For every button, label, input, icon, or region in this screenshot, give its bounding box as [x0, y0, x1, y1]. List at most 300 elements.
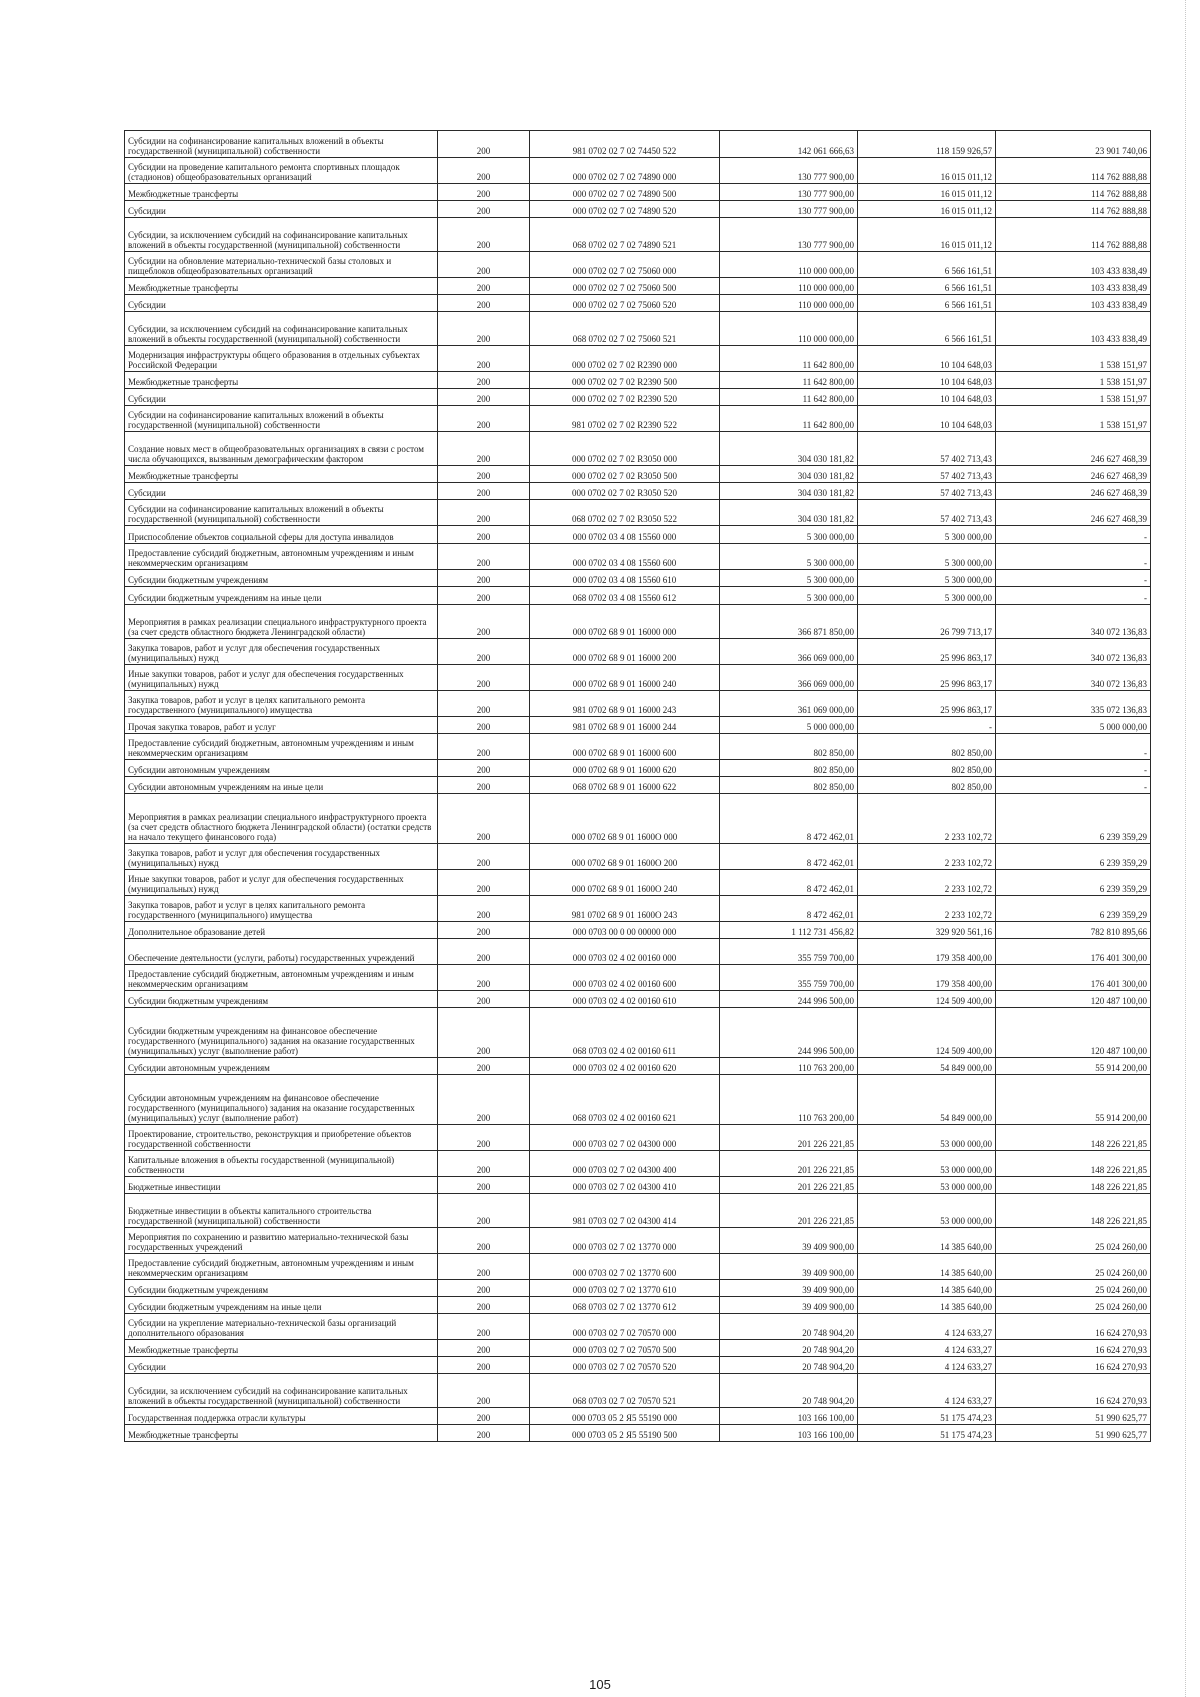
- row-code-cell: 200: [438, 1425, 530, 1442]
- row-approved-cell: 39 409 900,00: [720, 1228, 858, 1254]
- row-code-cell: 200: [438, 1408, 530, 1425]
- row-name-cell: Субсидии на обновление материально-технической базы столовых и пищеблоков общеобразовательных организаций: [125, 252, 438, 278]
- row-name-cell: Субсидии бюджетным учреждениям на финансовое обеспечение государственного (муниципального) задания на оказание государственных (муниципальных) услуг (выполнение работ): [125, 1008, 438, 1058]
- row-name-cell: Предоставление субсидий бюджетным, автономным учреждениям и иным некоммерческим организациям: [125, 1254, 438, 1280]
- row-code-cell: 200: [438, 218, 530, 252]
- row-executed-cell: 6 566 161,51: [858, 252, 996, 278]
- row-remainder-cell: 335 072 136,83: [996, 691, 1151, 717]
- row-approved-cell: 11 642 800,00: [720, 389, 858, 406]
- row-name-cell: Субсидии: [125, 201, 438, 218]
- row-remainder-cell: 16 624 270,93: [996, 1374, 1151, 1408]
- row-code-cell: 200: [438, 252, 530, 278]
- row-approved-cell: 304 030 181,82: [720, 466, 858, 483]
- row-remainder-cell: 1 538 151,97: [996, 372, 1151, 389]
- table-row: [125, 1314, 1151, 1340]
- row-code-cell: 200: [438, 295, 530, 312]
- row-approved-cell: 366 871 850,00: [720, 605, 858, 639]
- table-row: [125, 389, 1151, 406]
- row-code-cell: 200: [438, 665, 530, 691]
- table-row: [125, 1058, 1151, 1075]
- row-name-cell: Субсидии на укрепление материально-технической базы организаций дополнительного образования: [125, 1314, 438, 1340]
- row-remainder-cell: 340 072 136,83: [996, 605, 1151, 639]
- row-executed-cell: 4 124 633,27: [858, 1374, 996, 1408]
- table-row: [125, 1297, 1151, 1314]
- table-row: [125, 717, 1151, 734]
- row-remainder-cell: 148 226 221,85: [996, 1125, 1151, 1151]
- row-name-cell: Субсидии бюджетным учреждениям: [125, 570, 438, 587]
- row-code-cell: 200: [438, 939, 530, 965]
- row-executed-cell: 10 104 648,03: [858, 406, 996, 432]
- row-kbk-cell: 000 0702 02 7 02 74890 520: [530, 201, 720, 218]
- row-approved-cell: 5 000 000,00: [720, 717, 858, 734]
- table-row: [125, 466, 1151, 483]
- row-kbk-cell: 981 0702 02 7 02 74450 522: [530, 131, 720, 158]
- row-kbk-cell: 981 0702 68 9 01 16000 244: [530, 717, 720, 734]
- row-remainder-cell: 340 072 136,83: [996, 665, 1151, 691]
- row-code-cell: 200: [438, 717, 530, 734]
- table-row: [125, 1008, 1151, 1058]
- row-name-cell: Межбюджетные трансферты: [125, 1425, 438, 1442]
- row-executed-cell: 2 233 102,72: [858, 794, 996, 844]
- row-code-cell: 200: [438, 312, 530, 346]
- row-kbk-cell: 000 0703 02 7 02 13770 600: [530, 1254, 720, 1280]
- row-kbk-cell: 068 0703 02 4 02 00160 611: [530, 1008, 720, 1058]
- table-row: [125, 794, 1151, 844]
- row-name-cell: Прочая закупка товаров, работ и услуг: [125, 717, 438, 734]
- row-code-cell: 200: [438, 896, 530, 922]
- row-approved-cell: 110 000 000,00: [720, 278, 858, 295]
- row-executed-cell: 53 000 000,00: [858, 1177, 996, 1194]
- row-approved-cell: 8 472 462,01: [720, 844, 858, 870]
- row-name-cell: Предоставление субсидий бюджетным, автономным учреждениям и иным некоммерческим организациям: [125, 544, 438, 570]
- row-approved-cell: 201 226 221,85: [720, 1177, 858, 1194]
- row-name-cell: Субсидии: [125, 483, 438, 500]
- row-code-cell: 200: [438, 587, 530, 605]
- row-approved-cell: 355 759 700,00: [720, 939, 858, 965]
- row-remainder-cell: 23 901 740,06: [996, 131, 1151, 158]
- table-body: [125, 131, 1151, 1442]
- row-executed-cell: 2 233 102,72: [858, 870, 996, 896]
- table-row: [125, 1254, 1151, 1280]
- row-name-cell: Субсидии: [125, 295, 438, 312]
- table-row: [125, 665, 1151, 691]
- row-approved-cell: 361 069 000,00: [720, 691, 858, 717]
- row-name-cell: Модернизация инфраструктуры общего образования в отдельных субъектах Российской Федерации: [125, 346, 438, 372]
- row-name-cell: Субсидии на софинансирование капитальных вложений в объекты государственной (муниципальной) собственности: [125, 500, 438, 526]
- row-kbk-cell: 000 0702 02 7 02 75060 500: [530, 278, 720, 295]
- row-code-cell: 200: [438, 131, 530, 158]
- table-row: [125, 544, 1151, 570]
- row-approved-cell: 130 777 900,00: [720, 218, 858, 252]
- row-approved-cell: 110 763 200,00: [720, 1058, 858, 1075]
- row-kbk-cell: 000 0703 02 7 02 04300 000: [530, 1125, 720, 1151]
- row-executed-cell: 51 175 474,23: [858, 1425, 996, 1442]
- row-executed-cell: 4 124 633,27: [858, 1314, 996, 1340]
- row-code-cell: 200: [438, 1125, 530, 1151]
- row-code-cell: 200: [438, 158, 530, 184]
- row-name-cell: Мероприятия в рамках реализации специального инфраструктурного проекта (за счет средств областного бюджета Ленинградской области): [125, 605, 438, 639]
- row-remainder-cell: -: [996, 570, 1151, 587]
- table-row: [125, 1357, 1151, 1374]
- row-kbk-cell: 000 0702 03 4 08 15560 000: [530, 526, 720, 544]
- row-name-cell: Субсидии бюджетным учреждениям на иные цели: [125, 1297, 438, 1314]
- row-executed-cell: 54 849 000,00: [858, 1058, 996, 1075]
- table-row: [125, 1125, 1151, 1151]
- table-row: [125, 1425, 1151, 1442]
- row-name-cell: Субсидии на проведение капитального ремонта спортивных площадок (стадионов) общеобразовательных организаций: [125, 158, 438, 184]
- row-code-cell: 200: [438, 639, 530, 665]
- row-approved-cell: 103 166 100,00: [720, 1425, 858, 1442]
- row-kbk-cell: 000 0702 03 4 08 15560 600: [530, 544, 720, 570]
- row-code-cell: 200: [438, 794, 530, 844]
- row-kbk-cell: 000 0703 02 7 02 70570 500: [530, 1340, 720, 1357]
- row-executed-cell: 25 996 863,17: [858, 665, 996, 691]
- row-executed-cell: 5 300 000,00: [858, 526, 996, 544]
- table-row: [125, 432, 1151, 466]
- row-kbk-cell: 000 0703 02 7 02 70570 000: [530, 1314, 720, 1340]
- row-remainder-cell: 246 627 468,39: [996, 466, 1151, 483]
- table-row: [125, 939, 1151, 965]
- row-code-cell: 200: [438, 777, 530, 794]
- row-executed-cell: 124 509 400,00: [858, 991, 996, 1008]
- budget-execution-table: [124, 130, 1151, 1442]
- row-remainder-cell: 114 762 888,88: [996, 201, 1151, 218]
- row-executed-cell: 6 566 161,51: [858, 295, 996, 312]
- row-remainder-cell: 246 627 468,39: [996, 500, 1151, 526]
- row-name-cell: Субсидии на софинансирование капитальных вложений в объекты государственной (муниципальной) собственности: [125, 131, 438, 158]
- row-name-cell: Иные закупки товаров, работ и услуг для обеспечения государственных (муниципальных) нужд: [125, 665, 438, 691]
- row-code-cell: 200: [438, 570, 530, 587]
- row-remainder-cell: 16 624 270,93: [996, 1340, 1151, 1357]
- row-executed-cell: 16 015 011,12: [858, 158, 996, 184]
- table-row: [125, 1374, 1151, 1408]
- row-name-cell: Субсидии автономным учреждениям: [125, 760, 438, 777]
- row-remainder-cell: 16 624 270,93: [996, 1314, 1151, 1340]
- row-executed-cell: 179 358 400,00: [858, 939, 996, 965]
- row-name-cell: Субсидии на софинансирование капитальных вложений в объекты государственной (муниципальной) собственности: [125, 406, 438, 432]
- table-row: [125, 844, 1151, 870]
- row-kbk-cell: 000 0703 00 0 00 00000 000: [530, 922, 720, 939]
- table-row: [125, 131, 1151, 158]
- table-row: [125, 760, 1151, 777]
- row-code-cell: 200: [438, 500, 530, 526]
- row-executed-cell: 25 996 863,17: [858, 691, 996, 717]
- table-row: [125, 483, 1151, 500]
- row-name-cell: Субсидии: [125, 389, 438, 406]
- row-name-cell: Мероприятия в рамках реализации специального инфраструктурного проекта (за счет средств областного бюджета Ленинградской области) (остатки средств на начало текущего финансового года): [125, 794, 438, 844]
- row-name-cell: Бюджетные инвестиции в объекты капитального строительства государственной (муниципальной) собственности: [125, 1194, 438, 1228]
- table-row: [125, 1228, 1151, 1254]
- row-remainder-cell: 103 433 838,49: [996, 295, 1151, 312]
- row-kbk-cell: 000 0703 02 4 02 00160 600: [530, 965, 720, 991]
- row-kbk-cell: 000 0703 02 7 02 04300 410: [530, 1177, 720, 1194]
- row-kbk-cell: 000 0702 03 4 08 15560 610: [530, 570, 720, 587]
- row-name-cell: Межбюджетные трансферты: [125, 372, 438, 389]
- table-row: [125, 965, 1151, 991]
- row-code-cell: 200: [438, 1314, 530, 1340]
- row-executed-cell: 14 385 640,00: [858, 1280, 996, 1297]
- row-remainder-cell: 51 990 625,77: [996, 1408, 1151, 1425]
- row-code-cell: 200: [438, 922, 530, 939]
- row-code-cell: 200: [438, 965, 530, 991]
- row-code-cell: 200: [438, 1297, 530, 1314]
- row-code-cell: 200: [438, 1058, 530, 1075]
- row-kbk-cell: 000 0702 02 7 02 R2390 000: [530, 346, 720, 372]
- row-name-cell: Закупка товаров, работ и услуг в целях капитального ремонта государственного (муниципального) имущества: [125, 896, 438, 922]
- row-approved-cell: 11 642 800,00: [720, 406, 858, 432]
- row-approved-cell: 20 748 904,20: [720, 1314, 858, 1340]
- row-kbk-cell: 000 0703 02 4 02 00160 000: [530, 939, 720, 965]
- row-approved-cell: 355 759 700,00: [720, 965, 858, 991]
- row-remainder-cell: 6 239 359,29: [996, 870, 1151, 896]
- row-kbk-cell: 000 0702 02 7 02 R2390 520: [530, 389, 720, 406]
- row-name-cell: Предоставление субсидий бюджетным, автономным учреждениям и иным некоммерческим организациям: [125, 965, 438, 991]
- row-kbk-cell: 000 0702 02 7 02 75060 000: [530, 252, 720, 278]
- row-approved-cell: 20 748 904,20: [720, 1340, 858, 1357]
- row-kbk-cell: 068 0702 68 9 01 16000 622: [530, 777, 720, 794]
- row-code-cell: 200: [438, 870, 530, 896]
- row-name-cell: Субсидии автономным учреждениям на иные цели: [125, 777, 438, 794]
- row-remainder-cell: 1 538 151,97: [996, 389, 1151, 406]
- row-approved-cell: 20 748 904,20: [720, 1357, 858, 1374]
- row-approved-cell: 201 226 221,85: [720, 1151, 858, 1177]
- row-name-cell: Дополнительное образование детей: [125, 922, 438, 939]
- table-row: [125, 1151, 1151, 1177]
- row-executed-cell: 10 104 648,03: [858, 389, 996, 406]
- table-row: [125, 587, 1151, 605]
- row-approved-cell: 11 642 800,00: [720, 346, 858, 372]
- row-kbk-cell: 000 0702 02 7 02 75060 520: [530, 295, 720, 312]
- row-kbk-cell: 068 0702 03 4 08 15560 612: [530, 587, 720, 605]
- row-executed-cell: 57 402 713,43: [858, 432, 996, 466]
- row-executed-cell: 57 402 713,43: [858, 483, 996, 500]
- table-row: [125, 1340, 1151, 1357]
- row-executed-cell: 53 000 000,00: [858, 1194, 996, 1228]
- row-kbk-cell: 000 0702 02 7 02 74890 000: [530, 158, 720, 184]
- row-remainder-cell: 5 000 000,00: [996, 717, 1151, 734]
- row-kbk-cell: 981 0702 02 7 02 R2390 522: [530, 406, 720, 432]
- row-executed-cell: 6 566 161,51: [858, 278, 996, 295]
- row-kbk-cell: 981 0703 02 7 02 04300 414: [530, 1194, 720, 1228]
- row-code-cell: 200: [438, 346, 530, 372]
- row-name-cell: Государственная поддержка отрасли культуры: [125, 1408, 438, 1425]
- table-row: [125, 734, 1151, 760]
- row-code-cell: 200: [438, 278, 530, 295]
- row-remainder-cell: 114 762 888,88: [996, 218, 1151, 252]
- row-approved-cell: 366 069 000,00: [720, 665, 858, 691]
- row-code-cell: 200: [438, 1374, 530, 1408]
- row-executed-cell: 179 358 400,00: [858, 965, 996, 991]
- row-approved-cell: 110 000 000,00: [720, 295, 858, 312]
- row-approved-cell: 244 996 500,00: [720, 991, 858, 1008]
- budget-table-wrapper: [124, 130, 1150, 1442]
- row-executed-cell: 16 015 011,12: [858, 201, 996, 218]
- row-remainder-cell: 51 990 625,77: [996, 1425, 1151, 1442]
- row-executed-cell: 57 402 713,43: [858, 500, 996, 526]
- row-approved-cell: 802 850,00: [720, 734, 858, 760]
- row-remainder-cell: 1 538 151,97: [996, 406, 1151, 432]
- row-name-cell: Субсидии: [125, 1357, 438, 1374]
- row-name-cell: Иные закупки товаров, работ и услуг для обеспечения государственных (муниципальных) нужд: [125, 870, 438, 896]
- row-kbk-cell: 000 0702 02 7 02 74890 500: [530, 184, 720, 201]
- row-code-cell: 200: [438, 1008, 530, 1058]
- row-approved-cell: 110 763 200,00: [720, 1075, 858, 1125]
- row-kbk-cell: 000 0703 02 4 02 00160 620: [530, 1058, 720, 1075]
- row-remainder-cell: -: [996, 526, 1151, 544]
- table-row: [125, 896, 1151, 922]
- row-name-cell: Мероприятия по сохранению и развитию материально-технической базы государственных учреждений: [125, 1228, 438, 1254]
- row-executed-cell: 25 996 863,17: [858, 639, 996, 665]
- row-remainder-cell: 176 401 300,00: [996, 965, 1151, 991]
- row-kbk-cell: 000 0703 02 7 02 13770 000: [530, 1228, 720, 1254]
- table-row: [125, 1194, 1151, 1228]
- row-code-cell: 200: [438, 406, 530, 432]
- row-remainder-cell: 25 024 260,00: [996, 1280, 1151, 1297]
- row-executed-cell: 16 015 011,12: [858, 184, 996, 201]
- row-executed-cell: 5 300 000,00: [858, 570, 996, 587]
- table-row: [125, 201, 1151, 218]
- table-row: [125, 570, 1151, 587]
- row-name-cell: Субсидии бюджетным учреждениям: [125, 1280, 438, 1297]
- table-row: [125, 1177, 1151, 1194]
- row-name-cell: Субсидии бюджетным учреждениям: [125, 991, 438, 1008]
- row-remainder-cell: 340 072 136,83: [996, 639, 1151, 665]
- row-name-cell: Межбюджетные трансферты: [125, 184, 438, 201]
- row-name-cell: Проектирование, строительство, реконструкция и приобретение объектов государственной собственности: [125, 1125, 438, 1151]
- table-row: [125, 312, 1151, 346]
- row-code-cell: 200: [438, 1340, 530, 1357]
- table-row: [125, 605, 1151, 639]
- row-approved-cell: 5 300 000,00: [720, 526, 858, 544]
- page-number: 105: [589, 1677, 611, 1692]
- row-remainder-cell: 103 433 838,49: [996, 278, 1151, 295]
- row-approved-cell: 802 850,00: [720, 760, 858, 777]
- table-row: [125, 1280, 1151, 1297]
- table-row: [125, 252, 1151, 278]
- row-approved-cell: 8 472 462,01: [720, 870, 858, 896]
- row-remainder-cell: 6 239 359,29: [996, 794, 1151, 844]
- row-code-cell: 200: [438, 1280, 530, 1297]
- row-executed-cell: 4 124 633,27: [858, 1340, 996, 1357]
- row-name-cell: Предоставление субсидий бюджетным, автономным учреждениям и иным некоммерческим организациям: [125, 734, 438, 760]
- row-approved-cell: 39 409 900,00: [720, 1254, 858, 1280]
- row-approved-cell: 8 472 462,01: [720, 794, 858, 844]
- row-executed-cell: 53 000 000,00: [858, 1151, 996, 1177]
- row-code-cell: 200: [438, 526, 530, 544]
- row-remainder-cell: 25 024 260,00: [996, 1297, 1151, 1314]
- row-remainder-cell: 114 762 888,88: [996, 158, 1151, 184]
- row-approved-cell: 20 748 904,20: [720, 1374, 858, 1408]
- table-row: [125, 500, 1151, 526]
- row-code-cell: 200: [438, 605, 530, 639]
- row-remainder-cell: -: [996, 544, 1151, 570]
- row-approved-cell: 39 409 900,00: [720, 1297, 858, 1314]
- row-name-cell: Приспособление объектов социальной сферы для доступа инвалидов: [125, 526, 438, 544]
- row-executed-cell: 329 920 561,16: [858, 922, 996, 939]
- row-kbk-cell: 000 0702 68 9 01 16000 620: [530, 760, 720, 777]
- row-remainder-cell: 25 024 260,00: [996, 1254, 1151, 1280]
- table-row: [125, 639, 1151, 665]
- row-code-cell: 200: [438, 760, 530, 777]
- row-remainder-cell: 114 762 888,88: [996, 184, 1151, 201]
- row-code-cell: 200: [438, 389, 530, 406]
- row-code-cell: 200: [438, 1357, 530, 1374]
- row-remainder-cell: 55 914 200,00: [996, 1075, 1151, 1125]
- row-remainder-cell: 25 024 260,00: [996, 1228, 1151, 1254]
- table-row: [125, 346, 1151, 372]
- row-kbk-cell: 981 0702 68 9 01 1600О 243: [530, 896, 720, 922]
- table-row: [125, 278, 1151, 295]
- row-approved-cell: 201 226 221,85: [720, 1125, 858, 1151]
- row-kbk-cell: 068 0703 02 7 02 70570 521: [530, 1374, 720, 1408]
- row-remainder-cell: 16 624 270,93: [996, 1357, 1151, 1374]
- row-approved-cell: 8 472 462,01: [720, 896, 858, 922]
- row-kbk-cell: 000 0702 68 9 01 1600О 000: [530, 794, 720, 844]
- row-executed-cell: 124 509 400,00: [858, 1008, 996, 1058]
- row-approved-cell: 11 642 800,00: [720, 372, 858, 389]
- row-remainder-cell: -: [996, 734, 1151, 760]
- row-approved-cell: 110 000 000,00: [720, 312, 858, 346]
- row-name-cell: Субсидии автономным учреждениям: [125, 1058, 438, 1075]
- row-name-cell: Субсидии бюджетным учреждениям на иные цели: [125, 587, 438, 605]
- row-code-cell: 200: [438, 483, 530, 500]
- row-kbk-cell: 068 0703 02 7 02 13770 612: [530, 1297, 720, 1314]
- row-kbk-cell: 000 0703 02 7 02 04300 400: [530, 1151, 720, 1177]
- row-remainder-cell: 148 226 221,85: [996, 1194, 1151, 1228]
- row-approved-cell: 130 777 900,00: [720, 184, 858, 201]
- row-kbk-cell: 000 0702 02 7 02 R3050 500: [530, 466, 720, 483]
- row-remainder-cell: 120 487 100,00: [996, 991, 1151, 1008]
- row-remainder-cell: 246 627 468,39: [996, 483, 1151, 500]
- row-executed-cell: 14 385 640,00: [858, 1228, 996, 1254]
- row-remainder-cell: 148 226 221,85: [996, 1177, 1151, 1194]
- row-code-cell: 200: [438, 1177, 530, 1194]
- row-code-cell: 200: [438, 844, 530, 870]
- row-executed-cell: 802 850,00: [858, 734, 996, 760]
- row-kbk-cell: 000 0702 68 9 01 1600О 200: [530, 844, 720, 870]
- row-code-cell: 200: [438, 991, 530, 1008]
- row-executed-cell: 51 175 474,23: [858, 1408, 996, 1425]
- row-executed-cell: 16 015 011,12: [858, 218, 996, 252]
- row-executed-cell: 53 000 000,00: [858, 1125, 996, 1151]
- row-executed-cell: 802 850,00: [858, 760, 996, 777]
- table-row: [125, 184, 1151, 201]
- row-kbk-cell: 000 0702 68 9 01 16000 600: [530, 734, 720, 760]
- row-remainder-cell: 176 401 300,00: [996, 939, 1151, 965]
- row-name-cell: Закупка товаров, работ и услуг в целях капитального ремонта государственного (муниципального) имущества: [125, 691, 438, 717]
- row-remainder-cell: 6 239 359,29: [996, 844, 1151, 870]
- row-remainder-cell: 1 538 151,97: [996, 346, 1151, 372]
- row-name-cell: Создание новых мест в общеобразовательных организациях в связи с ростом числа обучающихся, вызванным демографическим фактором: [125, 432, 438, 466]
- table-row: [125, 1075, 1151, 1125]
- row-remainder-cell: -: [996, 777, 1151, 794]
- row-kbk-cell: 000 0702 68 9 01 16000 240: [530, 665, 720, 691]
- row-kbk-cell: 000 0702 68 9 01 16000 000: [530, 605, 720, 639]
- row-remainder-cell: 120 487 100,00: [996, 1008, 1151, 1058]
- row-executed-cell: 5 300 000,00: [858, 587, 996, 605]
- row-kbk-cell: 981 0702 68 9 01 16000 243: [530, 691, 720, 717]
- row-kbk-cell: 000 0703 02 7 02 70570 520: [530, 1357, 720, 1374]
- row-code-cell: 200: [438, 691, 530, 717]
- row-code-cell: 200: [438, 184, 530, 201]
- row-approved-cell: 5 300 000,00: [720, 570, 858, 587]
- row-code-cell: 200: [438, 734, 530, 760]
- row-approved-cell: 103 166 100,00: [720, 1408, 858, 1425]
- table-row: [125, 991, 1151, 1008]
- row-approved-cell: 110 000 000,00: [720, 252, 858, 278]
- row-remainder-cell: 6 239 359,29: [996, 896, 1151, 922]
- row-approved-cell: 130 777 900,00: [720, 201, 858, 218]
